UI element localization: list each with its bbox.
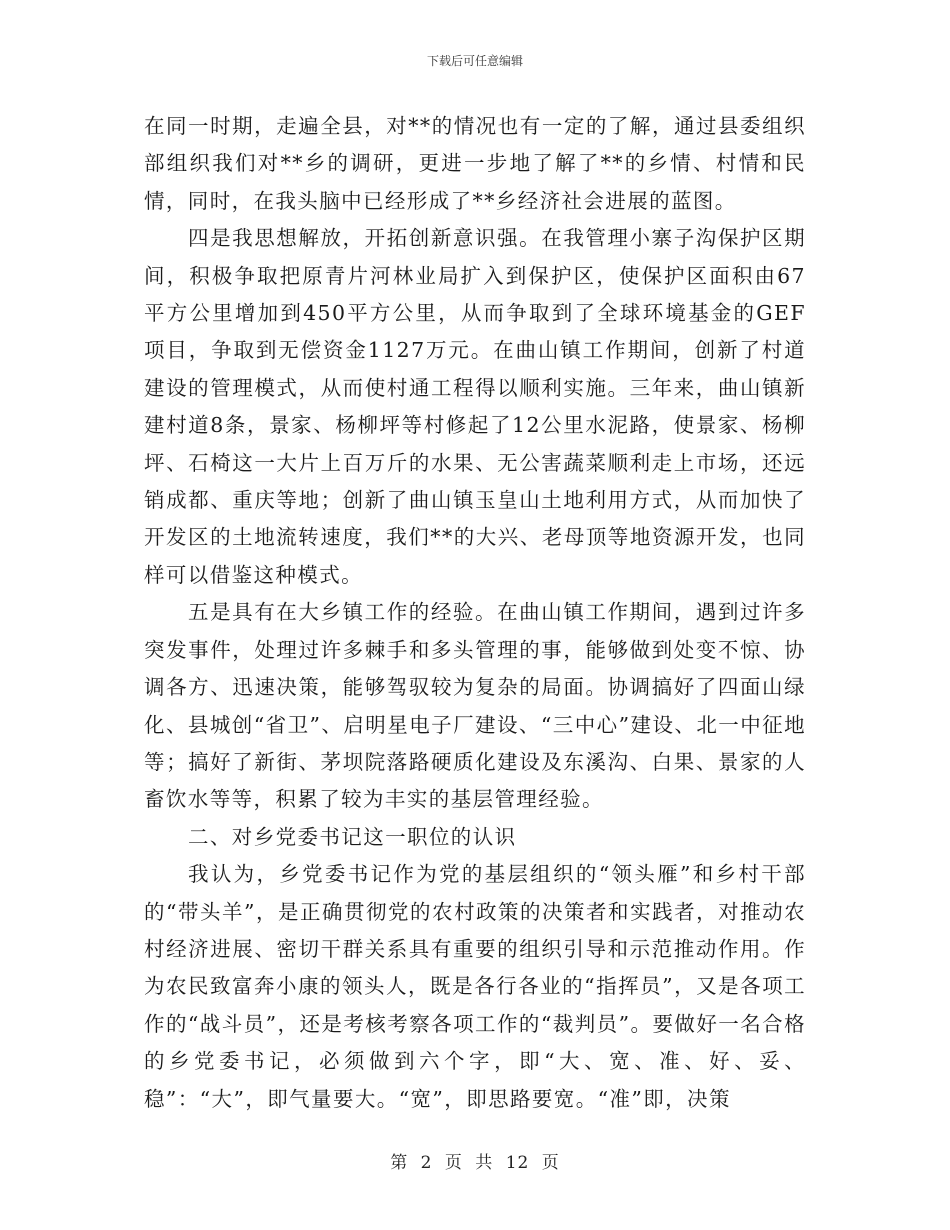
paragraph-3: 五是具有在大乡镇工作的经验。在曲山镇工作期间，遇到过许多突发事件，处理过许多棘手和多头管理的事，能够做到处变不惊、协调各方、迅速决策，能够驾驭较为复杂的局面。协调搞好了四面山绿化、县城创“省卫”、启明星电子厂建设、“三中心”建设、北一中征地等；搞好了新街、茅坝院落路硬质化建设及东溪沟、白果、景家的人畜饮水等等，积累了较为丰实的基层管理经验。: [144, 600, 806, 812]
document-body: [144, 108, 806, 1118]
paragraph-4: 我认为，乡党委书记作为党的基层组织的“领头雁”和乡村干部的“带头羊”，是正确贯彻党的农村政策的决策者和实践者，对推动农村经济进展、密切干群关系具有重要的组织引导和示范推动作用。作为农民致富奔小康的领头人，既是各行各业的“指挥员”，又是各项工作的“战斗员”，还是考核考察各项工作的“裁判员”。要做好一名合格的乡党委书记，必须做到六个字，即“大、宽、准、好、妥、稳”：“大”，即气量要大。“宽”，即思路要宽。“准”即，决策: [144, 862, 806, 1111]
paragraph-2: 四是我思想解放，开拓创新意识强。在我管理小寨子沟保护区期间，积极争取把原青片河林业局扩入到保护区，使保护区面积由67平方公里增加到450平方公里，从而争取到了全球环境基金的GEF项目，争取到无偿资金1127万元。在曲山镇工作期间，创新了村道建设的管理模式，从而使村通工程得以顺利实施。三年来，曲山镇新建村道8条，景家、杨柳坪等村修起了12公里水泥路，使景家、杨柳坪、石椅这一大片上百万斤的水果、无公害蔬菜顺利走上市场，还远销成都、重庆等地；创新了曲山镇玉皇山土地利用方式，从而加快了开发区的土地流转速度，我们**的大兴、老母顶等地资源开发，也同样可以借鉴这种模式。: [144, 226, 806, 587]
paragraph-1: 在同一时期，走遍全县，对**的情况也有一定的了解，通过县委组织部组织我们对**乡的调研，更进一步地了解了**的乡情、村情和民情，同时，在我头脑中已经形成了**乡经济社会进展的蓝图。: [144, 114, 806, 213]
page-number-footer: 第 2 页 共 12 页: [390, 1153, 560, 1173]
section-heading: 二、对乡党委书记这一职位的认识: [188, 824, 517, 849]
page-header-note: 下载后可任意编辑: [426, 54, 523, 68]
